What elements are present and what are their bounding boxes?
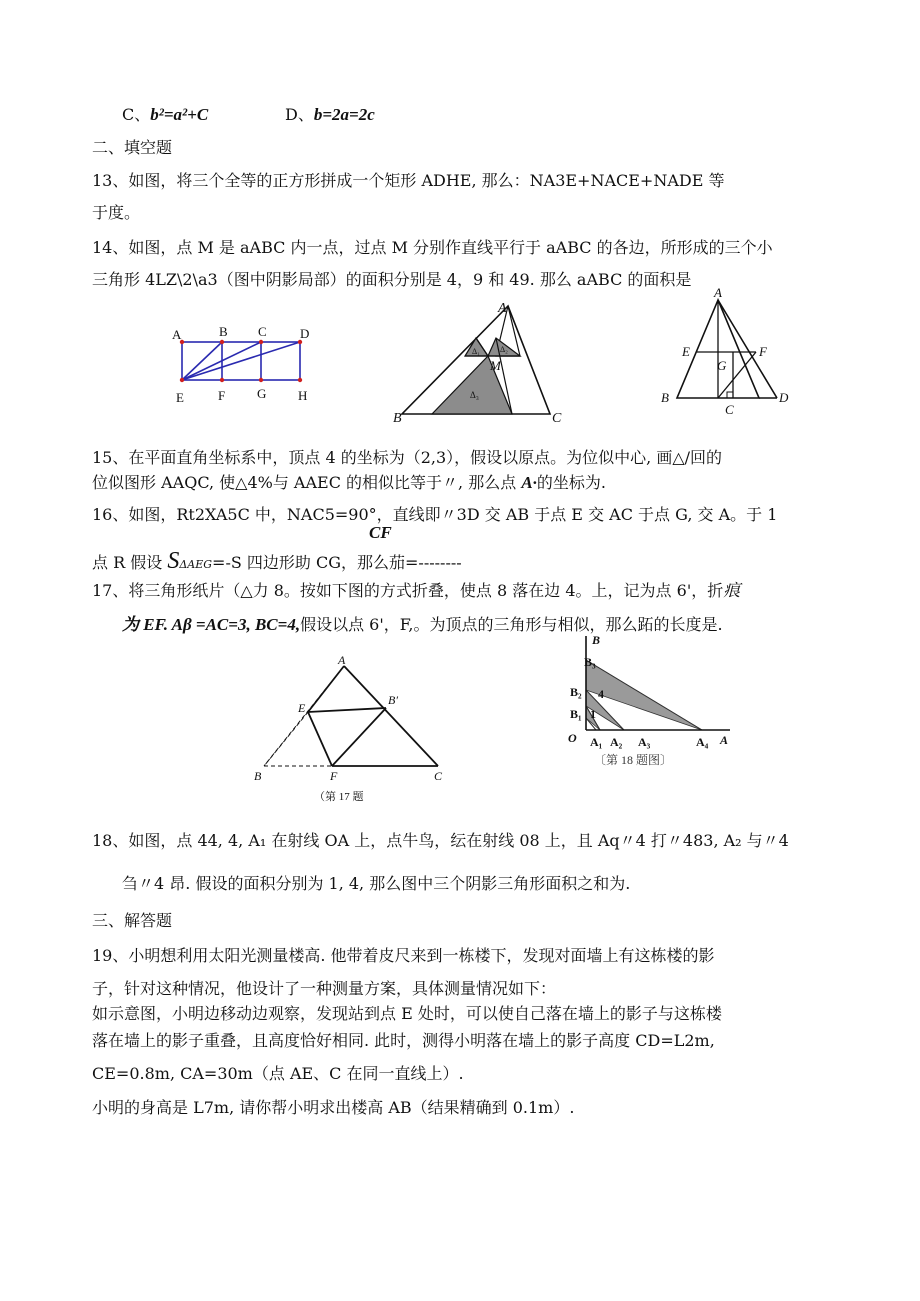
- label-area-4: 4: [598, 687, 604, 701]
- label-f: F: [330, 769, 338, 783]
- figure-three-squares: [168, 322, 328, 408]
- label-h: H: [298, 388, 308, 403]
- label-m: M: [490, 358, 501, 373]
- label-a: A: [714, 285, 722, 300]
- section-3-heading: 三、解答题: [92, 911, 173, 930]
- q19-line6: 小明的身高是 L7m, 请你帮小明求出楼高 AB（结果精确到 0.1m）.: [92, 1098, 575, 1117]
- label-e: E: [682, 344, 690, 359]
- label-d: D: [779, 390, 789, 405]
- label-a: A: [172, 327, 182, 342]
- q18-line2: 刍〃4 昂. 假设的面积分别为 1, 4, 那么图中三个阴影三角形面积之和为.: [122, 874, 631, 893]
- label-f: F: [759, 344, 767, 359]
- q19-line5: CE=0.8m, CA=30m（点 AE、C 在同一直线上）.: [92, 1064, 464, 1083]
- label-a3: A₃: [638, 735, 651, 749]
- label-a1: A₁: [590, 735, 603, 749]
- label-delta-1: Δ₁: [472, 347, 480, 356]
- label-a2: A₂: [610, 735, 623, 749]
- label-b: B: [219, 324, 228, 339]
- figure-17-caption: （第 17 题: [314, 791, 364, 803]
- option-c: C、b²=a²+C: [122, 105, 209, 124]
- q16-cf: CF: [369, 523, 392, 542]
- label-b: B: [592, 633, 601, 647]
- q13-line2: 于度。: [92, 203, 141, 222]
- label-b: B: [393, 411, 402, 426]
- q19-line3: 如示意图，小明边移动边观察，发现站到点 E 处时，可以使自己落在墙上的影子与这栋楼: [92, 1004, 722, 1023]
- label-c: C: [434, 769, 443, 783]
- q15-line1: 15、在平面直角坐标系中，顶点 4 的坐标为（2,3），假设以原点。为位似中心, 画△/回的: [92, 448, 723, 467]
- q19-line1: 19、小明想利用太阳光测量楼高. 他带着皮尺来到一栋楼下，发现对面墙上有这栋楼的影: [92, 946, 715, 965]
- option-c-expr: b²=a²+C: [150, 105, 209, 124]
- q15-line2: 位似图形 AAQC, 使△4%与 AAEC 的相似比等于〃, 那么点 A·的坐标为.: [92, 473, 607, 492]
- label-delta-2: Δ₂: [500, 345, 508, 354]
- figure-18-rays: [562, 632, 742, 772]
- q18-line1: 18、如图，点 44, 4, A₁ 在射线 OA 上，点牛鸟，纭在射线 08 上，且 Aq〃4 打〃483, A₂ 与〃4: [92, 831, 789, 850]
- option-d: D、b=2a=2c: [285, 105, 375, 124]
- label-d: D: [300, 326, 310, 341]
- label-e: E: [298, 701, 306, 715]
- label-a: A: [720, 733, 729, 747]
- q16-line1: 16、如图，Rt2XA5C 中，NAC5=90°，直线即〃3D 交 AB 于点 E 交 AC 于点 G, 交 A。于 1: [92, 505, 778, 524]
- label-b2: B₂: [570, 685, 582, 699]
- label-b1: B₁: [570, 707, 582, 721]
- label-area-1: 1: [590, 707, 596, 721]
- label-c: C: [552, 411, 562, 426]
- q14-line1: 14、如图，点 M 是 aABC 内一点，过点 M 分别作直线平行于 aABC 的各边，所形成的三个小: [92, 238, 773, 257]
- label-g: G: [257, 386, 267, 401]
- label-b-prime: B′: [388, 693, 398, 707]
- figure-18-caption: 〔第 18 题图〕: [594, 753, 673, 767]
- label-b: B: [254, 769, 262, 783]
- q14-line2: 三角形 4LZ\2\a3（图中阴影局部）的面积分别是 4，9 和 49. 那么 aABC 的面积是: [92, 270, 692, 289]
- label-b3: B₃: [584, 655, 596, 669]
- label-f: F: [218, 388, 226, 403]
- label-c: C: [725, 402, 734, 417]
- q17-line1: 17、将三角形纸片（△力 8。按如下图的方式折叠，使点 8 落在边 4。上，记为点 6'，折痕: [92, 581, 741, 600]
- figure-isosceles-square: [655, 285, 805, 417]
- label-b: B: [661, 390, 669, 405]
- label-a: A: [338, 653, 346, 667]
- q16-line2: 点 R 假设 SΔAEG=-S 四边形助 CG，那么茄=--------: [92, 548, 462, 574]
- label-a4: A₄: [696, 735, 709, 749]
- label-c: C: [258, 324, 267, 339]
- q19-line4: 落在墙上的影子重叠，且高度恰好相同. 此时，测得小明落在墙上的影子高度 CD=L2m,: [92, 1031, 715, 1050]
- q13-line1: 13、如图，将三个全等的正方形拼成一个矩形 ADHE, 那么：NA3E+NACE+NADE 等: [92, 171, 725, 190]
- label-o: O: [568, 731, 577, 745]
- q17-line2: 为 EF. Aβ =AC=3, BC=4,假设以点 6'，F,。为顶点的三角形与相似，那么跖的长度是.: [122, 615, 723, 634]
- label-e: E: [176, 390, 184, 405]
- q19-line2: 子，针对这种情况，他设计了一种测量方案，具体测量情况如下：: [92, 979, 557, 998]
- section-2-heading: 二、填空题: [92, 138, 173, 157]
- figure-triangle-m: [390, 298, 565, 426]
- figure-17-fold: [246, 650, 461, 810]
- option-d-expr: b=2a=2c: [313, 105, 375, 124]
- label-g: G: [717, 358, 727, 373]
- label-a: A: [498, 301, 507, 316]
- label-delta-3: Δ₃: [470, 390, 479, 400]
